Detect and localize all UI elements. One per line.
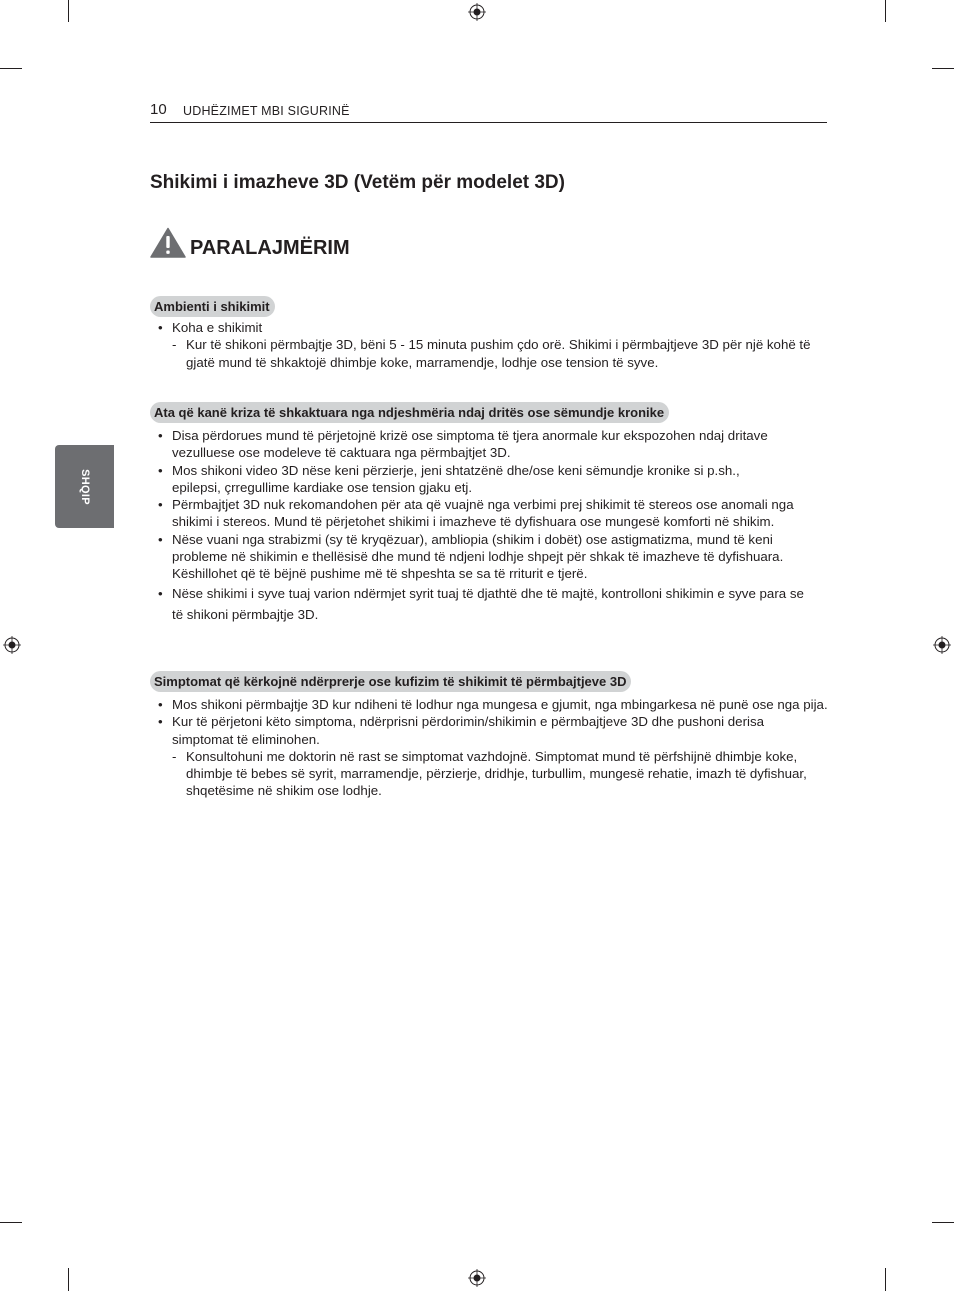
crop-mark [0, 1222, 22, 1223]
section-title: Shikimi i imazheve 3D (Vetëm për modelet 3D) [150, 172, 565, 193]
crop-mark [68, 1268, 69, 1291]
crop-mark [885, 0, 886, 22]
subsection-content [150, 319, 830, 371]
registration-mark-icon [468, 1269, 486, 1287]
subsection-content [150, 696, 830, 800]
registration-mark-icon [3, 636, 21, 654]
registration-mark-icon [933, 636, 951, 654]
list-item: • Nëse vuani nga strabizmi (sy të kryqëzuar), ambliopia (shikim i dobët) ose astigmatizma, mund të keni probleme në shikimin e thellësisë dhe mund të ndjeni lodhje shpejt për shkak të imazheve të dyfishuara. Këshillohet që të bëjnë pushime më të shpeshta se sa të rriturit e tjerë. [150, 531, 830, 583]
warning-triangle-icon [150, 227, 186, 258]
running-header [150, 100, 827, 123]
crop-mark [885, 1268, 886, 1291]
warning-title: PARALAJMËRIM [190, 237, 350, 259]
subsection-heading: Simptomat që kërkojnë ndërprerje ose kufizim të shikimit të përmbajtjeve 3D [150, 671, 631, 692]
list-subitem: - Konsultohuni me doktorin në rast se simptomat vazhdojnë. Simptomat mund të përfshijnë dhimbje koke, dhimbje të bebes së syrit, marramendje, përzierje, dridhje, turbullim, mungesë rehatie, imazh të dyfishuar, shqetësime në shikim ose lodhje. [150, 748, 830, 800]
list-item: • Nëse shikimi i syve tuaj varion ndërmjet syrit tuaj të djathtë dhe të majtë, kontrolloni shikimin e syve para se të shikoni përmbajtje 3D. [150, 583, 830, 625]
list-subitem: - Kur të shikoni përmbajtje 3D, bëni 5 - 15 minuta pushim çdo orë. Shikimi i përmbajtjeve 3D për një kohë të gjatë mund të shkaktojë dhimbje koke, marramendje, lodhje ose tension të syve. [150, 336, 830, 371]
subsection-heading: Ambienti i shikimit [150, 296, 275, 317]
list-item: • Mos shikoni video 3D nëse keni përzierje, jeni shtatzënë dhe/ose keni sëmundje kronike si p.sh., epilepsi, çrregullime kardiake ose tension gjaku etj. [150, 462, 830, 497]
language-tab-label: SHQIP [78, 468, 91, 505]
crop-mark [0, 68, 22, 69]
registration-mark-icon [468, 3, 486, 21]
subsection-heading: Ata që kanë kriza të shkaktuara nga ndjeshmëria ndaj dritës ose sëmundje kronike [150, 402, 669, 423]
crop-mark [68, 0, 69, 22]
list-item: • Kur të përjetoni këto simptoma, ndërprisni përdorimin/shikimin e përmbajtjeve 3D dhe pushoni derisa simptomat të eliminohen. [150, 713, 830, 748]
list-item: • Disa përdorues mund të përjetojnë krizë ose simptoma të tjera anormale kur ekspozohen ndaj dritave vezulluese ose modeleve të caktuara nga përmbajtjet 3D. [150, 427, 830, 462]
list-item: • Mos shikoni përmbajtje 3D kur ndiheni të lodhur nga mungesa e gjumit, nga mbingarkesa në punë ose nga pija. [150, 696, 830, 713]
crop-mark [932, 68, 954, 69]
page-number: 10 [150, 101, 167, 118]
list-item: • Koha e shikimit [150, 319, 830, 336]
crop-mark [932, 1222, 954, 1223]
running-title: UDHËZIMET MBI SIGURINË [183, 104, 350, 118]
subsection-content [150, 427, 830, 625]
language-side-tab [55, 445, 114, 528]
list-item: • Përmbajtjet 3D nuk rekomandohen për ata që vuajnë nga verbimi prej shikimit të stereos ose anomali nga shikimi i stereos. Mund të përjetohet shikimi i imazheve të dyfishuara ose mungesë komforti në shikim. [150, 496, 830, 531]
